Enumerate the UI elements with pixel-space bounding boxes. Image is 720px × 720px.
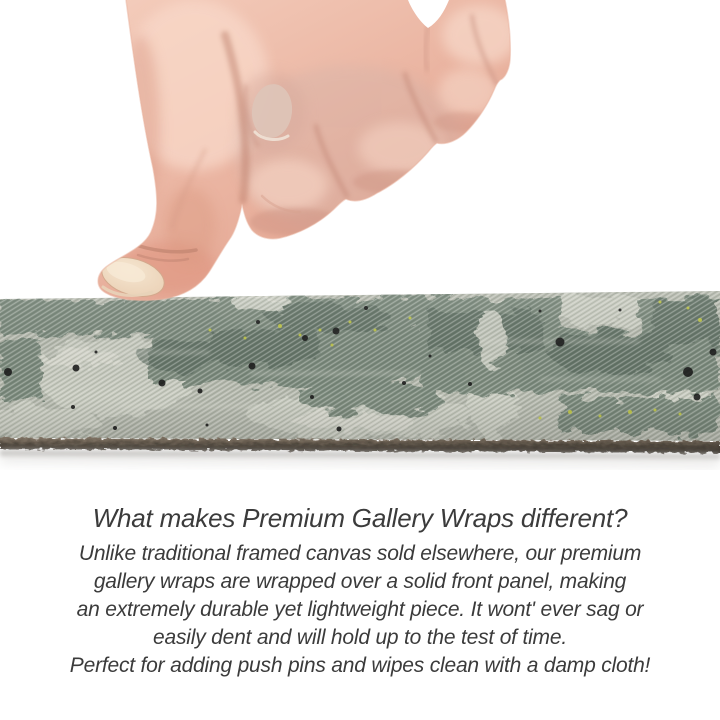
headline: What makes Premium Gallery Wraps different? [92, 503, 628, 533]
description-line: gallery wraps are wrapped over a solid front panel, making [93, 570, 627, 593]
canvas-shading [0, 291, 720, 441]
hand [97, 0, 518, 303]
description-block [0, 501, 720, 680]
description-line: Perfect for adding push pins and wipes clean with a damp cloth! [69, 654, 651, 677]
description-line: an extremely durable yet lightweight piece. It wont' ever sag or [76, 598, 644, 621]
description-line: Unlike traditional framed canvas sold elsewhere, our premium [78, 542, 642, 565]
description-line: easily dent and will hold up to the test of time. [153, 626, 567, 649]
canvas-strip [0, 291, 720, 466]
